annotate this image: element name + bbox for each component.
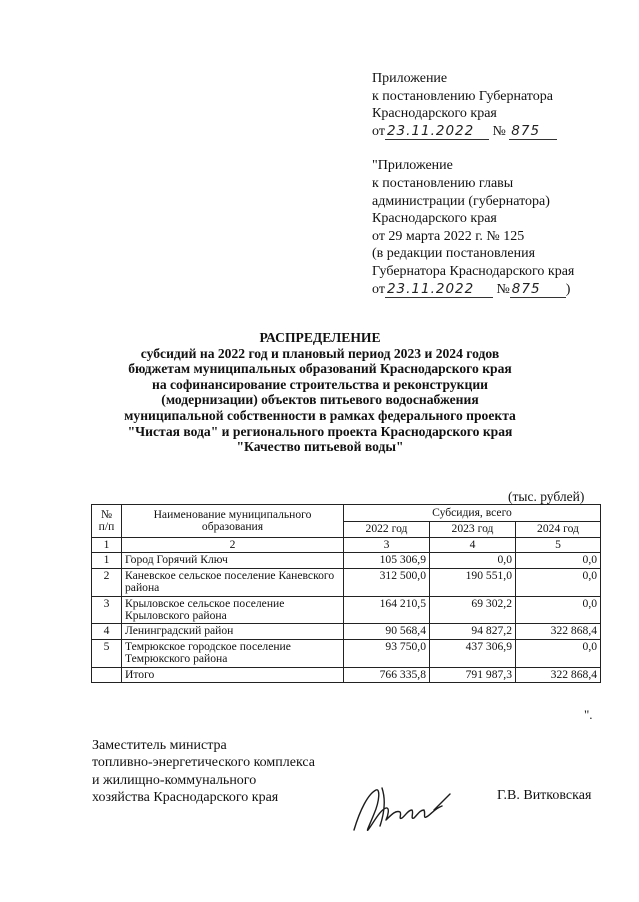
- row-number: 3: [92, 596, 122, 624]
- row-value-2024: 0,0: [516, 639, 601, 667]
- row-value-2024: 0,0: [516, 553, 601, 568]
- title-line: на софинансирование строительства и реконструкции: [151, 376, 488, 392]
- units-label: (тыс. рублей): [508, 489, 585, 504]
- title-line: "Качество питьевой воды": [236, 439, 404, 455]
- total-value-2023: 791 987,3: [430, 667, 516, 682]
- title-line: "Чистая вода" и регионального проекта Краснодарского края: [127, 423, 513, 439]
- total-value-2022: 766 335,8: [344, 667, 430, 682]
- quoted-edition-line: (в редакции постановления: [372, 246, 536, 262]
- position-line: хозяйства Краснодарского края: [92, 790, 279, 806]
- quoted-administration-line: администрации (губернатора): [372, 193, 550, 209]
- row-value-2022: 93 750,0: [344, 639, 430, 667]
- title-line: субсидий на 2022 год и плановый период 2023 и 2024 годов: [140, 345, 500, 361]
- row-number: 1: [92, 553, 122, 568]
- table-total-row: [92, 667, 601, 682]
- title-heading: РАСПРЕДЕЛЕНИЕ: [259, 330, 381, 345]
- subsidy-table: [91, 504, 601, 683]
- table-row: [92, 639, 601, 667]
- row-value-2023: 190 551,0: [430, 568, 516, 596]
- quoted-appendix-label: "Приложение: [372, 158, 453, 174]
- row-value-2022: 90 568,4: [344, 624, 430, 639]
- quoted-number-sign: №: [496, 281, 510, 297]
- index-cell: 4: [430, 538, 516, 553]
- quoted-from-prefix: от: [372, 281, 385, 297]
- appendix-label: Приложение: [372, 71, 448, 86]
- col-header-year: 2024 год: [516, 521, 601, 538]
- col-header-year: 2022 год: [344, 521, 430, 538]
- index-cell: 1: [92, 538, 122, 553]
- index-cell: 3: [344, 538, 430, 553]
- quoted-handwritten-number: 875: [510, 282, 566, 298]
- position-line: и жилищно-коммунального: [92, 772, 257, 788]
- row-name: Крыловское сельское поселение Крыловского района: [122, 596, 344, 624]
- row-name: Темрюкское городское поселение Темрюкского района: [122, 639, 344, 667]
- col-header-year: 2023 год: [430, 521, 516, 538]
- handwritten-number: 875: [509, 124, 557, 140]
- quoted-resolution-line: к постановлению главы: [372, 175, 514, 191]
- from-prefix: от: [372, 123, 385, 139]
- number-sign: №: [492, 123, 506, 139]
- title-line: муниципальной собственности в рамках федерального проекта: [124, 407, 516, 423]
- total-label: Итого: [122, 667, 344, 682]
- appendix-header: [372, 70, 634, 298]
- table-row: [92, 596, 601, 624]
- total-number-cell: [92, 667, 122, 682]
- row-value-2023: 69 302,2: [430, 596, 516, 624]
- row-value-2022: 312 500,0: [344, 568, 430, 596]
- row-value-2022: 164 210,5: [344, 596, 430, 624]
- quoted-handwritten-date: 23.11.2022: [385, 282, 493, 298]
- title-line: бюджетам муниципальных образований Краснодарского края: [128, 361, 512, 377]
- table-row: [92, 568, 601, 596]
- row-name: Ленинградский район: [122, 624, 344, 639]
- col-header-number: № п/п: [92, 505, 122, 538]
- resolution-line: к постановлению Губернатора: [372, 88, 553, 104]
- index-cell: 2: [122, 538, 344, 553]
- table-index-row: [92, 538, 601, 553]
- row-value-2024: 322 868,4: [516, 624, 601, 639]
- row-number: 2: [92, 568, 122, 596]
- quoted-date-number-line: [372, 281, 634, 299]
- row-number: 4: [92, 624, 122, 639]
- col-header-name: Наименование муниципального образования: [122, 505, 344, 538]
- row-value-2024: 0,0: [516, 596, 601, 624]
- row-value-2023: 94 827,2: [430, 624, 516, 639]
- quoted-governor-line: Губернатора Краснодарского края: [372, 263, 575, 279]
- signatory-position: [92, 737, 315, 807]
- handwritten-signature: [346, 780, 456, 838]
- quoted-original-date: от 29 марта 2022 г. № 125: [372, 228, 525, 244]
- row-name: Каневское сельское поселение Каневского района: [122, 568, 344, 596]
- title-line: (модернизации) объектов питьевого водоснабжения: [161, 392, 479, 408]
- row-value-2024: 0,0: [516, 568, 601, 596]
- closing-paren: ): [565, 281, 571, 297]
- index-cell: 5: [516, 538, 601, 553]
- row-value-2023: 0,0: [430, 553, 516, 568]
- position-line: топливно-энергетического комплекса: [92, 755, 315, 771]
- row-value-2022: 105 306,9: [344, 553, 430, 568]
- row-number: 5: [92, 639, 122, 667]
- position-line: Заместитель министра: [92, 738, 227, 753]
- table-header-row: [92, 505, 601, 522]
- document-title: [80, 330, 560, 455]
- table-row: [92, 553, 601, 568]
- row-value-2023: 437 306,9: [430, 639, 516, 667]
- row-name: Город Горячий Ключ: [122, 553, 344, 568]
- date-number-line: [372, 123, 634, 141]
- quoted-region-line: Краснодарского края: [372, 211, 497, 227]
- col-header-subsidy: Субсидия, всего: [344, 505, 601, 522]
- table-row: [92, 624, 601, 639]
- signer-name: Г.В. Витковская: [497, 788, 592, 803]
- closing-quote: ".: [584, 707, 593, 722]
- region-line: Краснодарского края: [372, 106, 497, 122]
- total-value-2024: 322 868,4: [516, 667, 601, 682]
- handwritten-date: 23.11.2022: [385, 124, 489, 140]
